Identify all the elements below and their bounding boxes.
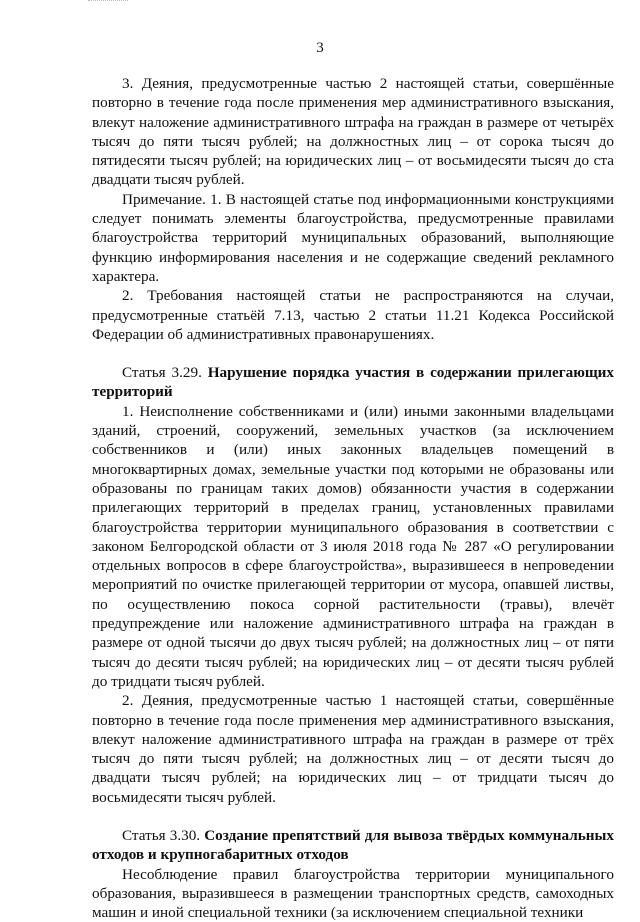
paragraph: 1. Неисполнение собственниками и (или) иными законными владельцами зданий, строений, сооружений, земельных участков (за исключением собственников и (или) иных законных владельцев помещений в многоквартирных домах, земельные участки под которыми не образованы или образованы по границам таких домов) обязанности участия в содержании прилегающих территорий в пределах границ, установленных правилами благоустройства территории муниципального образования в соответствии с законом Белгородской области от 3 июля 2018 года № 287 «О регулировании отдельных вопросов в сфере благоустройства», выразившееся в непроведении мероприятий по очистке прилегающей территории от мусора, опавшей листвы, по осуществлению покоса сорной растительности (травы), влечёт предупреждение или наложение административного штрафа на граждан в размере от одной тысячи до двух тысяч рублей; на должностных лиц – от пяти тысяч до десяти тысяч рублей; на юридических лиц – от десяти тысяч рублей до тридцати тысяч рублей.: [92, 402, 614, 690]
article-heading-3-30: [92, 826, 614, 865]
paragraph: 3. Деяния, предусмотренные частью 2 настоящей статьи, совершённые повторно в течение года после применения мер административного взыскания, влекут наложение административного штрафа на граждан в размере от четырёх тысяч до пяти тысяч рублей; на должностных лиц – от сорока тысяч до пятидесяти тысяч рублей; на юридических лиц – от восьмидесяти тысяч до ста двадцати тысяч рублей.: [92, 75, 614, 189]
article-number: Статья 3.29.: [122, 364, 202, 382]
article-number: Статья 3.30.: [122, 826, 201, 844]
article-title: Нарушение порядка участия в содержании прилегающих территорий: [92, 364, 615, 401]
paragraph: Примечание. 1. В настоящей статье под информационными конструкциями следует понимать элементы благоустройства, предусмотренные правилами благоустройства территорий муниципальных образований, выполняющие функцию информирования населения и не содержащие сведений рекламного характера.: [92, 190, 614, 285]
paragraph: 2. Деяния, предусмотренные частью 1 настоящей статьи, совершённые повторно в течение года после применения мер административного взыскания, влекут наложение административного штрафа на граждан в размере от трёх тысяч до пяти тысяч рублей; на должностных лиц – от десяти тысяч до двадцати тысяч рублей; на юридических лиц – от тридцати тысяч до восьмидесяти тысяч рублей.: [92, 692, 614, 806]
spacer: [92, 344, 614, 363]
page-number: 3: [316, 40, 324, 56]
article-heading-3-29: [92, 363, 614, 402]
paragraph: Несоблюдение правил благоустройства территории муниципального образования, выразившееся в размещении транспортных средств, самоходных машин и иной специальной техники (за исключением специальной техники: [92, 865, 614, 922]
spacer: [92, 807, 614, 826]
scan-edge-mark: [88, 0, 128, 3]
document-body: [92, 74, 614, 922]
paragraph: 2. Требования настоящей статьи не распространяются на случаи, предусмотренные статьёй 7.13, частью 2 статьи 11.21 Кодекса Российской Федерации об административных правонарушениях.: [92, 287, 614, 343]
article-title: Создание препятствий для вывоза твёрдых коммунальных отходов и крупногабаритных отходов: [92, 826, 615, 864]
